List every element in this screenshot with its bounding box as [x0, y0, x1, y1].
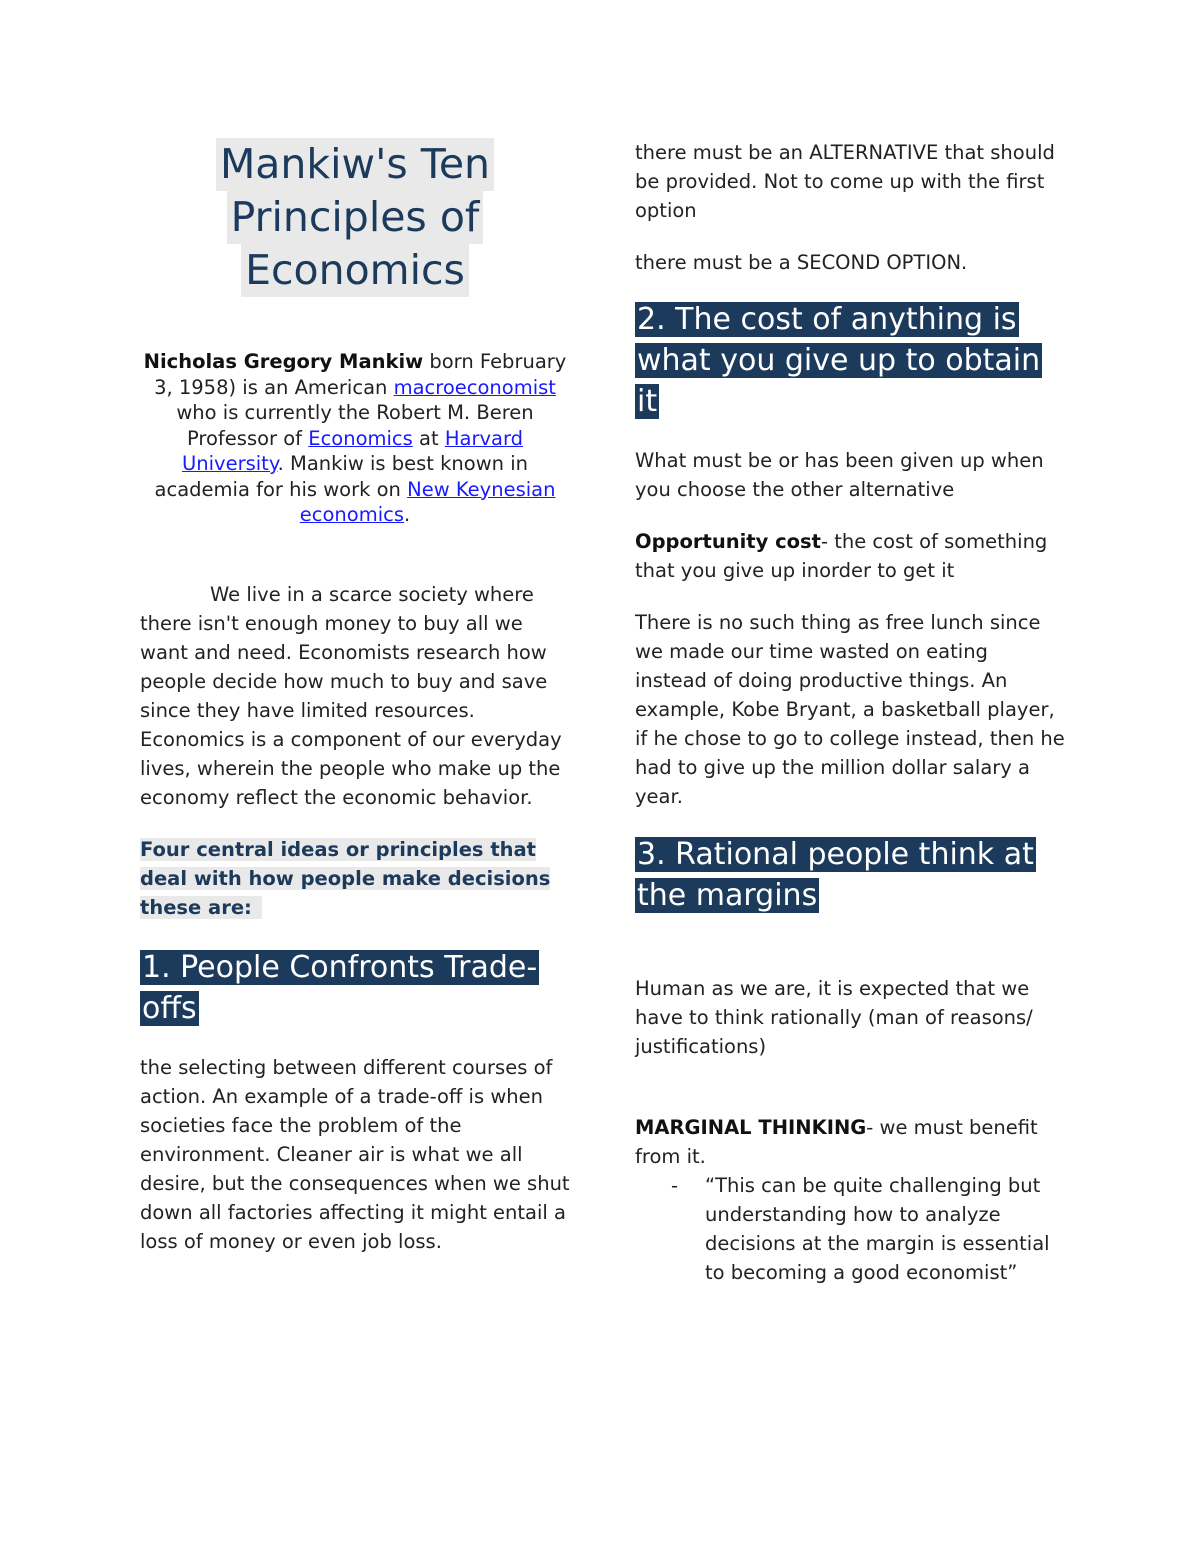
link-macroeconomist[interactable]: macroeconomist [393, 375, 556, 399]
marginal-thinking-definition: - we must benefit from it. [635, 1116, 1038, 1168]
free-lunch-paragraph: There is no such thing as free lunch since we made our time wasted on eating instead of doing productive things. An example, Kobe Bryant, a basketball player, if he chose to go to college instead, then he had to give up the million dollar salary a year. [635, 611, 1065, 808]
author-intro [140, 349, 570, 528]
link-harvard-university[interactable]: Harvard University [182, 426, 523, 475]
tradeoff-paragraph: the selecting between different courses of action. An example of a trade-off is when societies face the problem of the environment. Cleaner air is what we all desire, but the consequences when we shut down all factories affecting it might entail a loss of money or even job loss. [140, 1055, 570, 1253]
heading-principle-1 [140, 947, 570, 1029]
intro-text-1: born February 3, 1958) is an American [154, 350, 567, 399]
second-option-paragraph: there must be a SECOND OPTION. [635, 251, 968, 274]
opportunity-cost-paragraph [635, 527, 1065, 585]
heading-principle-2 [635, 299, 1065, 422]
intro-text-5: . [404, 503, 411, 526]
intro-text-2: who is currently the Robert M. Beren Professor of [176, 401, 534, 450]
quote-bullet [635, 1171, 1065, 1287]
title-line-1: Mankiw's Ten [216, 138, 494, 191]
intro-text-4: . Mankiw is best known in academia for his work on [154, 452, 528, 501]
bullet-dash: - [671, 1174, 679, 1197]
intro-text-3: at [419, 426, 439, 450]
author-name: Nicholas Gregory Mankiw [143, 350, 424, 373]
marginal-thinking-term: MARGINAL THINKING [635, 1116, 867, 1139]
scarce-society-paragraph: We live in a scarce society where there isn't enough money to buy all we want and need. Economists research how people decide how much to buy and save since they have limited resources. Economics is a component of our everyday lives, wherein the people who make up the economy reflect the economic behavior. [140, 582, 562, 809]
heading-principle-1-text: 1. People Confronts Trade-offs [142, 949, 538, 1026]
left-column [140, 138, 570, 1256]
quote-text: “This can be quite challenging but understanding how to analyze decisions at the margin is essential to becoming a good economist” [705, 1174, 1050, 1284]
link-economics[interactable]: Economics [308, 426, 413, 450]
marginal-thinking-paragraph [635, 1113, 1065, 1171]
rational-human-paragraph: Human as we are, it is expected that we have to think rationally (man of reasons/ justifications) [635, 977, 1033, 1058]
given-up-paragraph: What must be or has been given up when you choose the other alternative [635, 449, 1044, 501]
link-new-keynesian-economics[interactable]: New Keynesian economics [299, 477, 556, 526]
right-column [635, 138, 1065, 1287]
opportunity-cost-definition: - the cost of something that you give up inorder to get it [635, 530, 1048, 582]
title-line-3: Economics [241, 244, 469, 297]
page-title [140, 138, 570, 297]
opportunity-cost-term: Opportunity cost [635, 530, 821, 553]
heading-principle-3 [635, 834, 1065, 916]
alternative-paragraph: there must be an ALTERNATIVE that should be provided. Not to come up with the first option [635, 141, 1055, 222]
title-line-2: Principles of [227, 191, 484, 244]
central-ideas-text: Four central ideas or principles that deal with how people make decisions these are: [140, 837, 551, 919]
central-ideas-callout [140, 835, 570, 922]
heading-principle-3-text: 3. Rational people think at the margins [637, 837, 1034, 913]
heading-principle-2-text: 2. The cost of anything is what you give up to obtain it [637, 302, 1041, 419]
